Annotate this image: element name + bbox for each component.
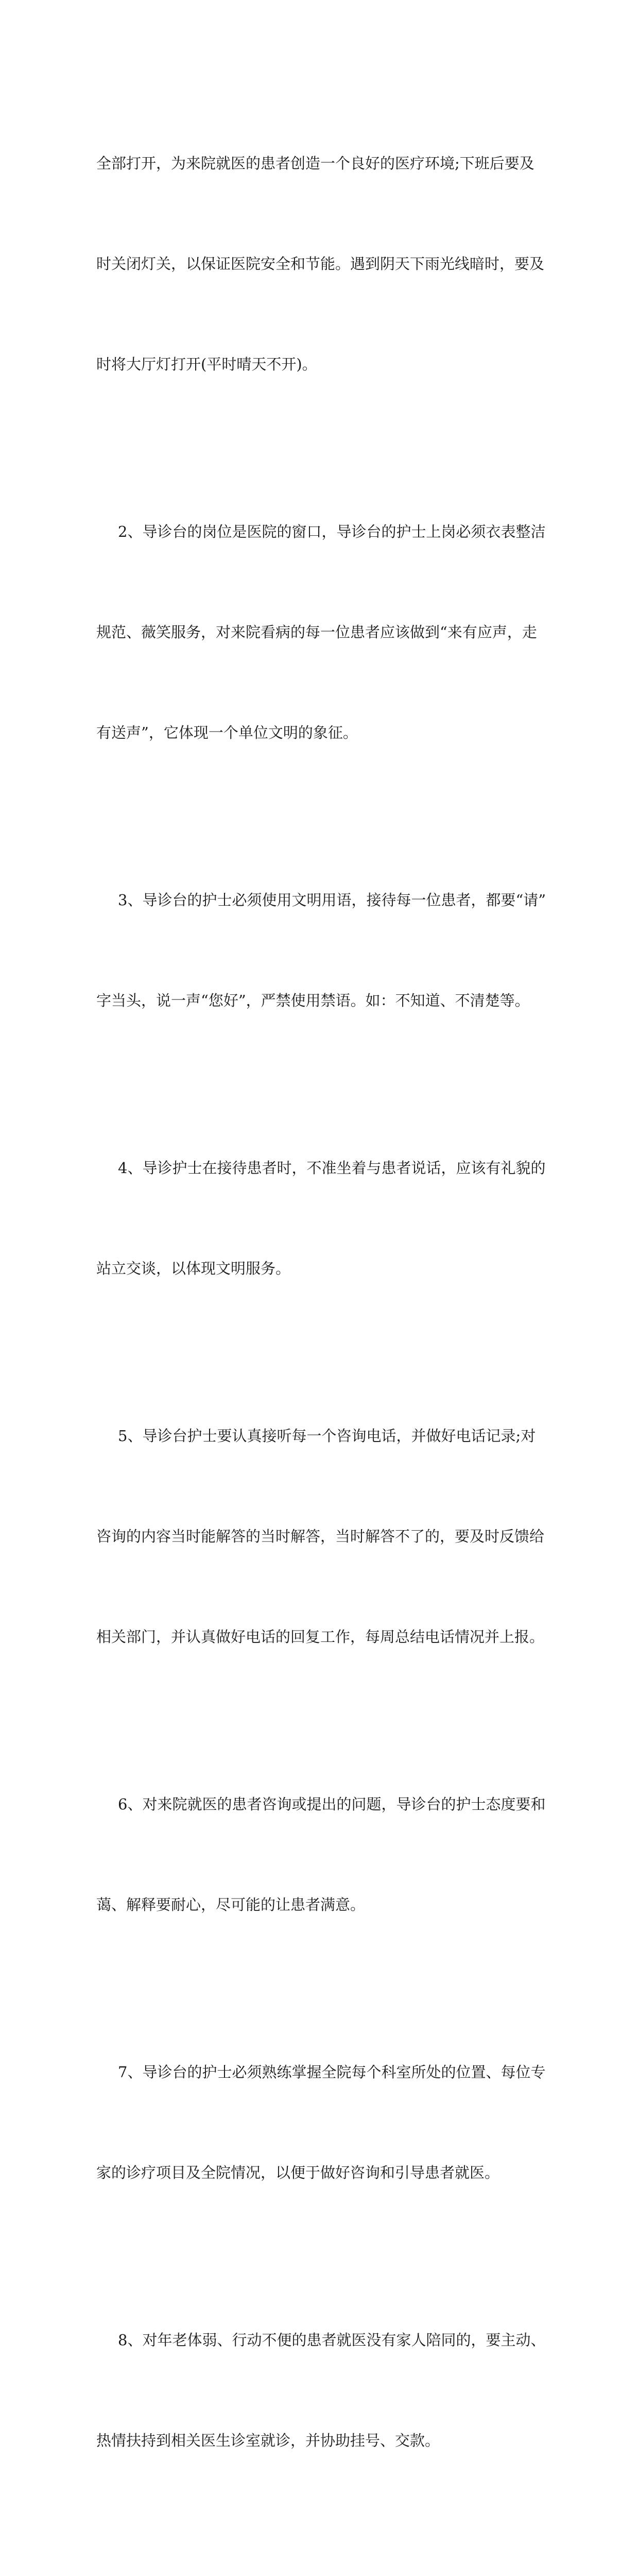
paragraph-item-5	[96, 1352, 549, 1721]
text-line: 全部打开，为来院就医的患者创造一个良好的医疗环境;下班后要及	[96, 155, 534, 172]
text-line: 3、导诊台的护士必须使用文明用语，接待每一位患者，都要“请”	[118, 891, 546, 909]
paragraph-continued	[96, 80, 549, 448]
text-line: 站立交谈，以体现文明服务。	[96, 1260, 291, 1277]
text-line: 相关部门，并认真做好电话的回复工作，每周总结电话情况并上报。	[96, 1628, 545, 1646]
text-line: 有送声”，它体现一个单位文明的象征。	[96, 724, 358, 741]
text-line: 4、导诊护士在接待患者时，不准坐着与患者说话，应该有礼貌的	[118, 1159, 546, 1177]
text-line: 家的诊疗项目及全院情况，以便于做好咨询和引导患者就医。	[96, 2164, 500, 2181]
text-line: 咨询的内容当时能解答的当时解答，当时解答不了的，要及时反馈给	[96, 1528, 545, 1545]
text-line: 5、导诊台护士要认真接听每一个咨询电话，并做好电话记录;对	[118, 1427, 536, 1445]
paragraph-item-2	[96, 448, 549, 817]
paragraph-item-9	[96, 2524, 549, 2576]
text-line: 6、对来院就医的患者咨询或提出的问题，导诊台的护士态度要和	[118, 1795, 546, 1813]
paragraph-item-3	[96, 817, 549, 1084]
paragraph-item-4	[96, 1084, 549, 1352]
text-line: 8、对年老体弱、行动不便的患者就医没有家人陪同的，要主动、	[118, 2331, 546, 2349]
text-line: 字当头，说一声“您好”，严禁使用禁语。如：不知道、不清楚等。	[96, 992, 530, 1009]
text-line: 时关闭灯关，以保证医院安全和节能。遇到阴天下雨光线暗时，要及	[96, 255, 545, 273]
paragraph-item-7	[96, 1989, 549, 2257]
text-line: 蔼、解释要耐心，尽可能的让患者满意。	[96, 1896, 366, 1913]
paragraph-item-8	[96, 2257, 549, 2524]
text-line: 规范、薇笑服务，对来院看病的每一位患者应该做到“来有应声，走	[96, 623, 537, 641]
text-line: 时将大厅灯打开(平时晴天不开)。	[96, 355, 317, 373]
paragraph-item-6	[96, 1721, 549, 1989]
document-body	[96, 80, 549, 2576]
text-line: 7、导诊台的护士必须熟练掌握全院每个科室所处的位置、每位专	[118, 2063, 546, 2081]
text-line: 2、导诊台的岗位是医院的窗口，导诊台的护士上岗必须衣表整洁	[118, 523, 546, 540]
text-line: 热情扶持到相关医生诊室就诊，并协助挂号、交款。	[96, 2432, 440, 2449]
